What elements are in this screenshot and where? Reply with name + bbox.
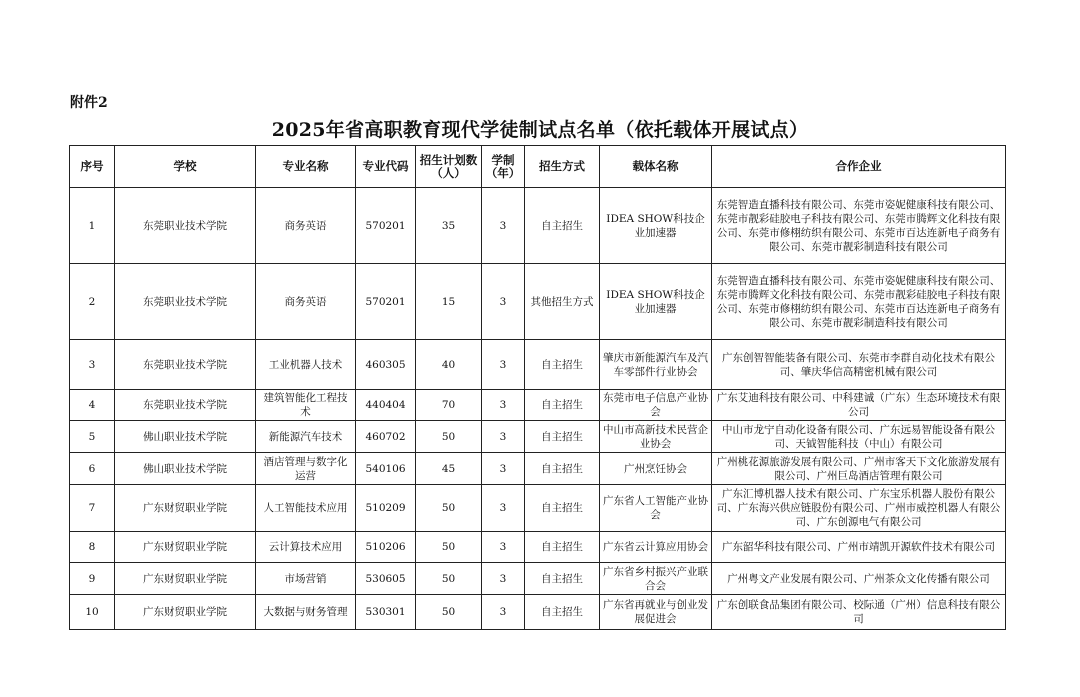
cell-partners: 中山市龙宁自动化设备有限公司、广东远易智能设备有限公司、天钺智能科技（中山）有限公司 bbox=[712, 421, 1006, 453]
cell-major: 建筑智能化工程技术 bbox=[256, 390, 356, 421]
cell-major: 新能源汽车技术 bbox=[256, 421, 356, 453]
cell-major: 云计算技术应用 bbox=[256, 532, 356, 563]
cell-plan: 45 bbox=[416, 453, 482, 485]
cell-plan: 50 bbox=[416, 595, 482, 630]
cell-years: 3 bbox=[482, 595, 525, 630]
cell-code: 540106 bbox=[356, 453, 416, 485]
cell-partners: 东莞智造直播科技有限公司、东莞市姿妮健康科技有限公司、东莞市靓彩硅胶电子科技有限公司、东莞市腾辉文化科技有限公司、东莞市修栩纺织有限公司、东莞市百达连新电子商务有限公司、东莞市靓彩制造科技有限公司 bbox=[712, 188, 1006, 264]
pilot-list-table bbox=[69, 145, 1006, 630]
cell-code: 460305 bbox=[356, 340, 416, 390]
cell-major: 人工智能技术应用 bbox=[256, 485, 356, 532]
cell-method: 自主招生 bbox=[525, 340, 600, 390]
cell-school: 佛山职业技术学院 bbox=[115, 421, 256, 453]
cell-no: 5 bbox=[70, 421, 115, 453]
cell-school: 东莞职业技术学院 bbox=[115, 340, 256, 390]
cell-method: 自主招生 bbox=[525, 595, 600, 630]
table-row bbox=[70, 340, 1006, 390]
cell-carrier: 广东省云计算应用协会 bbox=[600, 532, 712, 563]
table-row bbox=[70, 595, 1006, 630]
cell-school: 广东财贸职业学院 bbox=[115, 563, 256, 595]
cell-years: 3 bbox=[482, 340, 525, 390]
cell-method: 自主招生 bbox=[525, 453, 600, 485]
cell-plan: 40 bbox=[416, 340, 482, 390]
document-title: 2025年省高职教育现代学徒制试点名单（依托载体开展试点） bbox=[271, 119, 809, 141]
cell-school: 广东财贸职业学院 bbox=[115, 532, 256, 563]
cell-school: 东莞职业技术学院 bbox=[115, 390, 256, 421]
cell-partners: 广州粤文产业发展有限公司、广州茶众文化传播有限公司 bbox=[712, 563, 1006, 595]
cell-plan: 70 bbox=[416, 390, 482, 421]
table-row bbox=[70, 563, 1006, 595]
header-method: 招生方式 bbox=[525, 146, 600, 188]
cell-carrier: 广东省再就业与创业发展促进会 bbox=[600, 595, 712, 630]
table-row bbox=[70, 421, 1006, 453]
cell-code: 510206 bbox=[356, 532, 416, 563]
cell-code: 510209 bbox=[356, 485, 416, 532]
cell-plan: 50 bbox=[416, 421, 482, 453]
cell-code: 530301 bbox=[356, 595, 416, 630]
cell-plan: 50 bbox=[416, 485, 482, 532]
cell-major: 酒店管理与数字化运营 bbox=[256, 453, 356, 485]
header-plan: 招生计划数（人） bbox=[416, 146, 482, 188]
cell-method: 自主招生 bbox=[525, 532, 600, 563]
cell-school: 广东财贸职业学院 bbox=[115, 595, 256, 630]
cell-code: 460702 bbox=[356, 421, 416, 453]
cell-partners: 广东汇博机器人技术有限公司、广东宝乐机器人股份有限公司、广东海兴供应链股份有限公司、广州市威控机器人有限公司、广东创源电气有限公司 bbox=[712, 485, 1006, 532]
cell-method: 自主招生 bbox=[525, 421, 600, 453]
cell-no: 4 bbox=[70, 390, 115, 421]
cell-carrier: IDEA SHOW科技企业加速器 bbox=[600, 264, 712, 340]
cell-code: 570201 bbox=[356, 264, 416, 340]
cell-code: 570201 bbox=[356, 188, 416, 264]
header-no: 序号 bbox=[70, 146, 115, 188]
table-row bbox=[70, 532, 1006, 563]
cell-plan: 50 bbox=[416, 563, 482, 595]
header-school: 学校 bbox=[115, 146, 256, 188]
table-row bbox=[70, 264, 1006, 340]
cell-carrier: 广东省乡村振兴产业联合会 bbox=[600, 563, 712, 595]
cell-years: 3 bbox=[482, 485, 525, 532]
table-row bbox=[70, 485, 1006, 532]
cell-method: 自主招生 bbox=[525, 563, 600, 595]
cell-years: 3 bbox=[482, 264, 525, 340]
header-major: 专业名称 bbox=[256, 146, 356, 188]
cell-carrier: 中山市高新技术民营企业协会 bbox=[600, 421, 712, 453]
header-code: 专业代码 bbox=[356, 146, 416, 188]
table-row bbox=[70, 453, 1006, 485]
attachment-label: 附件2 bbox=[70, 95, 108, 111]
cell-partners: 广州桃花源旅游发展有限公司、广州市客天下文化旅游发展有限公司、广州巨岛酒店管理有限公司 bbox=[712, 453, 1006, 485]
cell-no: 9 bbox=[70, 563, 115, 595]
cell-school: 东莞职业技术学院 bbox=[115, 188, 256, 264]
cell-years: 3 bbox=[482, 188, 525, 264]
cell-code: 440404 bbox=[356, 390, 416, 421]
cell-major: 市场营销 bbox=[256, 563, 356, 595]
cell-carrier: 肇庆市新能源汽车及汽车零部件行业协会 bbox=[600, 340, 712, 390]
cell-no: 3 bbox=[70, 340, 115, 390]
cell-no: 2 bbox=[70, 264, 115, 340]
cell-no: 7 bbox=[70, 485, 115, 532]
cell-partners: 广东韶华科技有限公司、广州市靖凯开源软件技术有限公司 bbox=[712, 532, 1006, 563]
cell-method: 自主招生 bbox=[525, 188, 600, 264]
cell-method: 自主招生 bbox=[525, 485, 600, 532]
cell-plan: 50 bbox=[416, 532, 482, 563]
cell-years: 3 bbox=[482, 563, 525, 595]
cell-no: 8 bbox=[70, 532, 115, 563]
cell-partners: 东莞智造直播科技有限公司、东莞市姿妮健康科技有限公司、东莞市腾辉文化科技有限公司、东莞市靓彩硅胶电子科技有限公司、东莞市修栩纺织有限公司、东莞市百达连新电子商务有限公司、东莞市靓彩制造科技有限公司 bbox=[712, 264, 1006, 340]
cell-plan: 15 bbox=[416, 264, 482, 340]
cell-school: 广东财贸职业学院 bbox=[115, 485, 256, 532]
cell-plan: 35 bbox=[416, 188, 482, 264]
cell-years: 3 bbox=[482, 532, 525, 563]
cell-no: 10 bbox=[70, 595, 115, 630]
cell-carrier: 东莞市电子信息产业协会 bbox=[600, 390, 712, 421]
cell-no: 1 bbox=[70, 188, 115, 264]
cell-years: 3 bbox=[482, 421, 525, 453]
cell-carrier: 广州烹饪协会 bbox=[600, 453, 712, 485]
cell-school: 佛山职业技术学院 bbox=[115, 453, 256, 485]
cell-no: 6 bbox=[70, 453, 115, 485]
cell-method: 自主招生 bbox=[525, 390, 600, 421]
cell-method: 其他招生方式 bbox=[525, 264, 600, 340]
cell-major: 工业机器人技术 bbox=[256, 340, 356, 390]
cell-partners: 广东艾迪科技有限公司、中科建诚（广东）生态环境技术有限公司 bbox=[712, 390, 1006, 421]
cell-major: 大数据与财务管理 bbox=[256, 595, 356, 630]
header-carrier: 载体名称 bbox=[600, 146, 712, 188]
table-header-row bbox=[70, 146, 1006, 188]
cell-school: 东莞职业技术学院 bbox=[115, 264, 256, 340]
table-row bbox=[70, 188, 1006, 264]
cell-partners: 广东创联食品集团有限公司、校际通（广州）信息科技有限公司 bbox=[712, 595, 1006, 630]
cell-major: 商务英语 bbox=[256, 188, 356, 264]
cell-partners: 广东创智智能装备有限公司、东莞市李群自动化技术有限公司、肇庆华信高精密机械有限公司 bbox=[712, 340, 1006, 390]
cell-years: 3 bbox=[482, 453, 525, 485]
cell-carrier: IDEA SHOW科技企业加速器 bbox=[600, 188, 712, 264]
header-partners: 合作企业 bbox=[712, 146, 1006, 188]
cell-years: 3 bbox=[482, 390, 525, 421]
cell-carrier: 广东省人工智能产业协会 bbox=[600, 485, 712, 532]
table-row bbox=[70, 390, 1006, 421]
header-years: 学制（年） bbox=[482, 146, 525, 188]
cell-major: 商务英语 bbox=[256, 264, 356, 340]
cell-code: 530605 bbox=[356, 563, 416, 595]
